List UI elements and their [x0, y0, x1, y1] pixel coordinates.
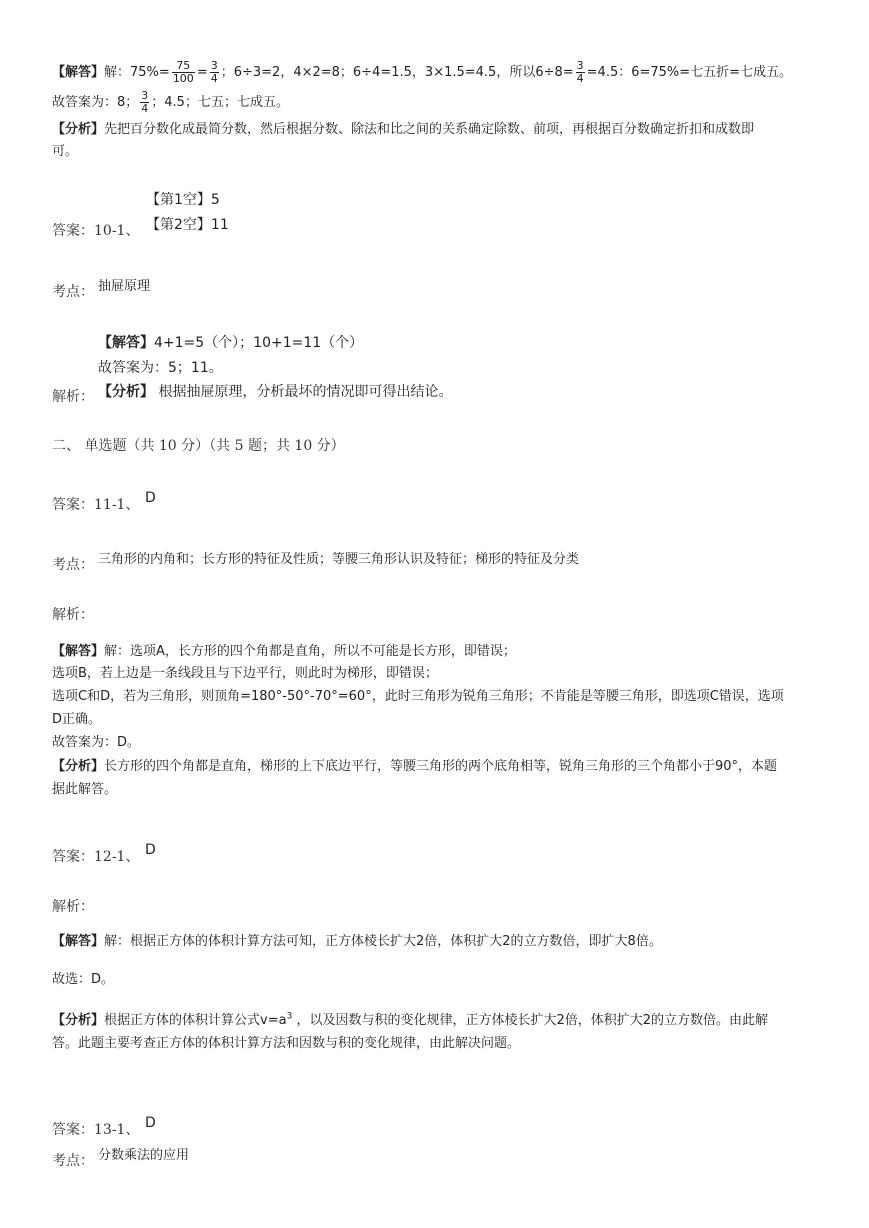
- q10-answer-label: 答案：10-1、: [52, 223, 140, 239]
- q11-analysis-line2: 据此解答。: [52, 782, 118, 797]
- q11-analysis-line1: [52, 758, 777, 776]
- q12-choose-line: 故选：D。: [52, 972, 115, 987]
- q13-answer-label: 答案：13-1、: [52, 1122, 140, 1138]
- fraction-3-4-c: $\frac{3}{4}$: [141, 89, 149, 115]
- q10-analysis-text: 根据抽屉原理，分析最坏的情况即可得出结论。: [158, 384, 453, 400]
- q11-jiexi-label: 解析：: [52, 607, 94, 623]
- q10-kaodian-label: 考点：: [52, 284, 94, 300]
- q11-line1: 解：选项A，长方形的四个角都是直角，所以不可能是长方形，即错误；: [104, 644, 516, 659]
- fraction-3-4: $\frac{3}{4}$: [210, 59, 218, 85]
- q10-analysis-line: [98, 383, 452, 401]
- solution-tag: 【解答】: [98, 335, 154, 351]
- q9-sol-mid: ；6÷3=2，4×2=8；6÷4=1.5，3×1.5=4.5，所以6÷8=: [220, 65, 574, 80]
- q12-ana-post: ，以及因数与积的变化规律，正方体棱长扩大2倍，体积扩大2的立方数倍。由此解: [292, 1013, 768, 1028]
- q10-sol: 4+1=5（个）；10+1=11（个）: [154, 335, 364, 351]
- q12-analysis-line1: [52, 1012, 768, 1030]
- q12-answer-label: 答案：12-1、: [52, 849, 140, 865]
- fraction-75-100: $\frac{75}{100}$: [172, 59, 194, 85]
- fraction-3-4-b: $\frac{3}{4}$: [576, 59, 584, 85]
- q9-solution-line: [52, 60, 792, 85]
- q11-solution-line5: 故答案为：D。: [52, 735, 141, 750]
- analysis-tag: 【分析】: [52, 122, 105, 137]
- q12-ana-pre: 根据正方体的体积计算公式v=a: [104, 1013, 287, 1028]
- q11-answer-label: 答案：11-1、: [52, 497, 140, 513]
- q10-blank-2: 【第2空】11: [146, 217, 229, 233]
- q13-kaodian: 分数乘法的应用: [98, 1148, 190, 1163]
- q11-ana1: 长方形的四个角都是直角，梯形的上下底边平行，等腰三角形的两个底角相等，锐角三角形的三个角都小于90°，本题: [104, 759, 778, 774]
- q9-analysis-text: 先把百分数化成最简分数，然后根据分数、除法和比之间的关系确定除数、前项，再根据百分数确定折扣和成数即: [104, 122, 755, 137]
- equals-sign: =: [196, 65, 208, 80]
- q10-kaodian: 抽屉原理: [98, 279, 151, 294]
- q12-answer: D: [145, 842, 156, 858]
- q9-answer-line: [52, 90, 289, 115]
- q12-solution-line: [52, 933, 662, 951]
- q11-solution-line3: 选项C和D，若为三角形，则顶角=180°-50°-70°=60°，此时三角形为锐角三角形；不肯能是等腰三角形，即选项C错误，选项: [52, 689, 784, 704]
- q9-analysis-line1: [52, 121, 754, 139]
- q10-solution-line: [98, 334, 363, 352]
- q13-answer: D: [145, 1115, 156, 1131]
- solution-tag: 【解答】: [52, 65, 105, 80]
- q11-kaodian-label: 考点：: [52, 557, 94, 573]
- section-heading: 二、 单选题（共 10 分）（共 5 题；共 10 分）: [52, 438, 345, 454]
- q10-jiexi-label: 解析：: [52, 389, 94, 405]
- solution-tag: 【解答】: [52, 644, 105, 659]
- q10-answer-text: 故答案为：5；11。: [98, 360, 223, 376]
- q10-blank-1: 【第1空】5: [146, 192, 220, 208]
- q12-jiexi-label: 解析：: [52, 899, 94, 915]
- q9-ans-post: ；4.5；七五；七成五。: [151, 95, 289, 110]
- analysis-tag: 【分析】: [52, 1013, 105, 1028]
- q13-kaodian-label: 考点：: [52, 1153, 94, 1169]
- q9-ans-pre: 故答案为：8；: [52, 95, 139, 110]
- analysis-tag: 【分析】: [98, 384, 154, 400]
- q12-analysis-line2: 答。此题主要考查正方体的体积计算方法和因数与积的变化规律，由此解决问题。: [52, 1036, 521, 1051]
- q11-answer: D: [145, 490, 156, 506]
- q11-solution-line1: [52, 643, 516, 661]
- q11-solution-line4: D正确。: [52, 712, 102, 727]
- q11-solution-line2: 选项B，若上边是一条线段且与下边平行，则此时为梯形，即错误；: [52, 666, 438, 681]
- analysis-tag: 【分析】: [52, 759, 105, 774]
- q9-sol-pre: 解：75%=: [104, 65, 170, 80]
- solution-tag: 【解答】: [52, 934, 105, 949]
- q9-sol-post: =4.5：6=75%=七五折=七成五。: [586, 65, 793, 80]
- q9-analysis-line2: 可。: [52, 144, 79, 159]
- q11-kaodian: 三角形的内角和；长方形的特征及性质；等腰三角形认识及特征；梯形的特征及分类: [98, 552, 580, 567]
- exponent: 3: [286, 1011, 293, 1022]
- q12-sol: 解：根据正方体的体积计算方法可知，正方体棱长扩大2倍，体积扩大2的立方数倍，即扩大8倍。: [104, 934, 662, 949]
